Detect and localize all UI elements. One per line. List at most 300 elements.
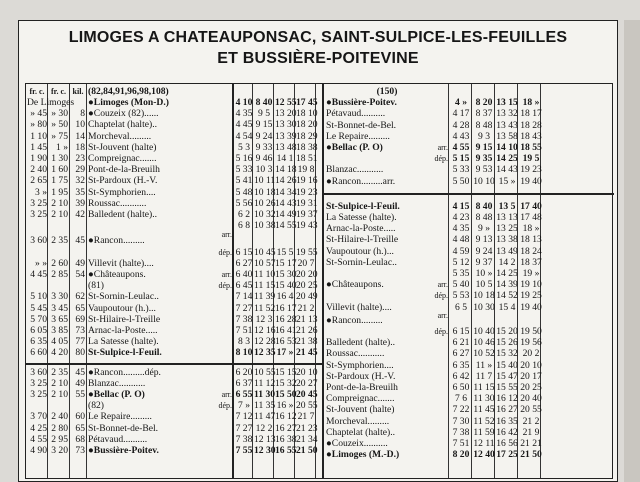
time-cell: 18 20	[296, 119, 318, 131]
time-cell: 11 30	[473, 393, 495, 405]
time-cell: 18 51	[296, 153, 318, 164]
time-cell: 10 5	[475, 279, 493, 291]
time-cell: 20 40	[520, 393, 542, 405]
time-cell: 18 38	[296, 141, 318, 153]
fare-1st: 3 60	[30, 235, 47, 247]
time-cell: 12 35	[254, 347, 276, 359]
table-row	[26, 234, 614, 245]
km: 45	[75, 235, 85, 247]
station-name: St-Jouvent (halte)	[88, 141, 157, 153]
fare-2nd: 2 10	[51, 197, 68, 209]
time-cell: 6 15	[235, 246, 253, 258]
time-cell: 5 15	[452, 153, 470, 165]
time-cell: 4 43	[452, 130, 470, 142]
time-cell: 4 59	[452, 245, 470, 257]
time-cell: 12 13	[254, 433, 276, 445]
time-cell: 20 55	[296, 400, 318, 412]
km: 10	[75, 119, 85, 131]
time-cell: 10 52	[473, 348, 495, 360]
time-cell: 9 5	[258, 108, 270, 120]
time-cell: 19 8	[297, 164, 315, 176]
fare-1st: » »	[35, 257, 47, 269]
table-row	[26, 290, 614, 301]
time-cell: 14 43	[496, 164, 518, 176]
fare-1st: 5 70	[30, 313, 47, 325]
fare-1st: 3 25	[30, 209, 47, 220]
fare-1st: 3 25	[30, 377, 47, 389]
fare-2nd: 1 »	[56, 141, 68, 153]
time-cell: 5 33	[452, 164, 470, 176]
time-cell: 15 15	[275, 366, 297, 378]
time-cell: 16 12	[275, 411, 297, 423]
fare-1st: 3 70	[30, 411, 47, 423]
fare-1st: 4 45	[30, 269, 47, 280]
station-name: (82)	[88, 400, 104, 412]
time-cell: 4 55	[452, 142, 470, 153]
table-row	[26, 153, 614, 164]
time-cell: 9 13	[475, 234, 493, 246]
fare-2nd: 2 85	[51, 269, 68, 280]
time-cell: 11 47	[254, 411, 276, 423]
header-connections: (150)	[376, 86, 398, 97]
fare-2nd: 3 85	[51, 325, 68, 336]
arrival-label: arr.	[437, 310, 448, 320]
fare-1st: 6 60	[30, 347, 47, 359]
time-cell: 10 18	[473, 290, 495, 302]
station-name: Roussac...........	[88, 197, 147, 209]
station-name: Le Repaire.........	[326, 130, 390, 142]
table-row	[26, 257, 614, 268]
time-cell: 15 17	[275, 257, 297, 269]
table-row	[26, 201, 614, 212]
table-row	[26, 449, 614, 460]
time-cell: 15 26	[496, 337, 518, 349]
km: 14	[75, 130, 85, 142]
departure-label: dép.	[434, 327, 448, 336]
time-cell: 14 55	[275, 220, 297, 232]
time-cell: 6 42	[452, 370, 470, 382]
time-cell: 11 »	[475, 359, 493, 371]
time-cell: 10 40	[473, 326, 495, 337]
time-cell: 11 30	[254, 389, 276, 400]
time-cell: 9 15	[255, 119, 273, 131]
time-cell: 15 32	[275, 377, 297, 389]
table-row	[26, 438, 614, 449]
km: 73	[75, 325, 85, 336]
time-cell: 17 40	[520, 200, 542, 212]
time-cell: 20 20	[296, 269, 318, 280]
km: 18	[75, 141, 85, 153]
time-cell: 9 24	[475, 245, 493, 257]
time-cell: 5 3	[238, 141, 250, 153]
time-cell: 20 10	[296, 366, 318, 378]
km: 45	[75, 366, 85, 378]
time-cell: 21 23	[296, 422, 318, 434]
station-name: La Satesse (halte).	[88, 336, 159, 348]
time-cell: 20 49	[296, 291, 318, 303]
table-row	[26, 120, 614, 131]
time-cell: 21 26	[296, 325, 318, 336]
time-cell: 10 3	[255, 164, 273, 176]
time-cell: 6 15	[452, 326, 470, 337]
km: 77	[75, 336, 85, 348]
fare-2nd: 1 60	[51, 164, 68, 176]
time-cell: 16 41	[275, 325, 297, 336]
time-cell: 17 45	[296, 97, 318, 108]
time-cell: 6 37	[235, 377, 253, 389]
table-row	[26, 246, 614, 257]
time-cell: 14 52	[496, 290, 518, 302]
time-cell: 7 27	[235, 422, 253, 434]
time-cell: 18 13	[520, 234, 542, 246]
time-cell: 18 37	[520, 256, 542, 268]
time-cell: 19 50	[520, 326, 542, 337]
fare-2nd: 2 40	[51, 411, 68, 423]
timetable-title	[19, 27, 617, 69]
time-cell: 4 »	[455, 97, 467, 109]
time-cell: 6 8	[238, 220, 250, 232]
station-name: Balledent (halte)..	[326, 337, 395, 349]
time-cell: 11 7	[475, 370, 493, 382]
time-cell: 19 25	[520, 290, 542, 302]
station-name: ●Bussière-Poitev.	[326, 97, 397, 109]
fare-2nd: 3 45	[51, 302, 68, 314]
time-cell: 20 45	[296, 389, 318, 400]
table-row	[26, 131, 614, 142]
time-cell: 15 50	[275, 389, 297, 400]
station-name: ●Couzeix (82)......	[88, 108, 159, 120]
table-row	[26, 416, 614, 427]
time-cell: 11 52	[473, 415, 495, 427]
time-cell: 16 17	[275, 302, 297, 314]
time-cell: 10 38	[254, 220, 276, 232]
time-cell: 15 4	[498, 301, 516, 313]
time-cell: 5 48	[235, 186, 253, 198]
time-cell: 6 50	[452, 382, 470, 393]
time-cell: 15 47	[496, 370, 518, 382]
time-cell: 19 40	[520, 175, 542, 187]
time-cell: 9 24	[255, 130, 273, 142]
time-cell: 19 43	[296, 220, 318, 232]
station-name: St-Hilaire-l-Treille	[88, 313, 161, 325]
table-row	[26, 108, 614, 119]
table-row	[26, 310, 614, 326]
table-row	[26, 371, 614, 382]
station-name: ●Rancon.........	[326, 314, 383, 326]
time-cell: 15 40	[496, 359, 518, 371]
time-cell: 11 35	[254, 400, 276, 412]
time-cell: 18 28	[520, 119, 542, 131]
fare-2nd: 2 10	[51, 209, 68, 220]
time-cell: 14 26	[275, 175, 297, 187]
km: 65	[75, 302, 85, 314]
time-cell: 20 25	[520, 382, 542, 393]
fare-1st: 5 45	[30, 302, 47, 314]
time-cell: 7 22	[452, 404, 470, 416]
station-name: St-Sulpice-l-Feuil.	[88, 347, 162, 359]
station-name: Arnac-la-Poste.....	[88, 325, 158, 336]
time-cell: 21 9	[522, 426, 540, 438]
time-cell: 13 39	[275, 130, 297, 142]
station-name: Compreignac.......	[88, 153, 157, 164]
fare-2nd: 4 20	[51, 347, 68, 359]
time-cell: 7 38	[235, 313, 253, 325]
km: 35	[75, 186, 85, 198]
title-line-1: LIMOGES A CHATEAUPONSAC, SAINT-SULPICE-LES-FEUILLES	[68, 29, 568, 46]
time-cell: 10 57	[254, 257, 276, 269]
time-cell: 15 40	[275, 280, 297, 292]
time-cell: 18 29	[296, 130, 318, 142]
time-cell: 20 17	[520, 370, 542, 382]
time-cell: 20 55	[520, 404, 542, 416]
time-cell: 19 40	[520, 301, 542, 313]
fare-1st: 3 25	[30, 389, 47, 400]
table-row	[26, 348, 614, 359]
station-name: Pétavaud..........	[88, 433, 148, 445]
time-cell: 10 18	[254, 186, 276, 198]
time-cell: 13 30	[275, 119, 297, 131]
time-cell: 7 6	[455, 393, 467, 405]
table-row	[26, 97, 614, 108]
fare-1st: 2 65	[30, 175, 47, 187]
km: 8	[80, 108, 85, 120]
table-row	[26, 427, 614, 438]
time-cell: 16 »	[276, 400, 294, 412]
station-name: St-Symphorien....	[88, 186, 156, 198]
time-cell: 4 23	[452, 212, 470, 223]
station-name: Blanzac...........	[326, 164, 384, 176]
fare-2nd: 3 30	[51, 291, 68, 303]
time-cell: 19 37	[296, 209, 318, 220]
time-cell: 7 38	[235, 433, 253, 445]
km: 49	[75, 257, 85, 269]
time-cell: 6 27	[452, 348, 470, 360]
time-cell: 13 38	[496, 234, 518, 246]
time-cell: 19 10	[520, 279, 542, 291]
km: 55	[75, 389, 85, 400]
table-row	[26, 223, 614, 234]
km: 29	[75, 164, 85, 176]
header-km: kil.	[72, 87, 84, 96]
time-cell: 17 25	[496, 449, 518, 461]
page-edge	[624, 20, 640, 482]
row-rule	[322, 193, 614, 195]
time-cell: 21 21	[520, 438, 542, 449]
time-cell: 12 28	[254, 336, 276, 348]
title-line-2: ET BUSSIÈRE-POITEVINE	[217, 50, 419, 67]
time-cell: 4 10	[235, 97, 253, 108]
fare-2nd: 2 80	[51, 422, 68, 434]
fare-1st: 1 45	[30, 141, 47, 153]
time-cell: 14 25	[496, 268, 518, 279]
time-cell: 5 53	[452, 290, 470, 302]
fare-1st: 5 10	[30, 291, 47, 303]
time-cell: 19 16	[296, 175, 318, 187]
time-cell: 7 38	[452, 426, 470, 438]
station-name: St-Sornin-Leulac..	[88, 291, 159, 303]
time-cell: 5 33	[235, 164, 253, 176]
fare-1st: De Limoges	[27, 97, 75, 108]
time-cell: 14 2	[498, 256, 516, 268]
table-row	[26, 164, 614, 175]
time-cell: 4 17	[452, 108, 470, 120]
time-cell: 5 40	[452, 279, 470, 291]
time-cell: 21 13	[296, 313, 318, 325]
time-cell: 17 48	[520, 212, 542, 223]
station-name: ●Châteaupons.	[326, 279, 384, 291]
station-name: ●Limoges (Mon-D.)	[88, 97, 169, 108]
time-cell: 6 35	[452, 359, 470, 371]
time-cell: 16 38	[275, 433, 297, 445]
timetable-sheet	[18, 20, 618, 482]
time-cell: 14 34	[275, 186, 297, 198]
km: 68	[75, 433, 85, 445]
station-name: Villevit (halte)....	[326, 301, 392, 313]
fare-2nd: 1 30	[51, 153, 68, 164]
time-cell: 7 14	[235, 291, 253, 303]
fare-2nd: 2 95	[51, 433, 68, 445]
time-cell: 16 27	[275, 422, 297, 434]
fare-2nd: 3 20	[51, 445, 68, 456]
time-cell: 16 42	[496, 426, 518, 438]
station-name: St-Bonnet-de-Bel.	[88, 422, 159, 434]
time-cell: 19 31	[296, 197, 318, 209]
table-row	[26, 393, 614, 404]
departure-label: dép.	[434, 154, 448, 164]
table-row	[26, 326, 614, 337]
time-cell: 20 25	[296, 280, 318, 292]
time-cell: 14 25	[496, 153, 518, 165]
arrival-label: arr.	[221, 230, 232, 240]
station-name: Le Repaire.........	[88, 411, 152, 423]
time-cell: 21 7	[297, 411, 315, 423]
station-name: St-Sulpice-l-Feuil.	[326, 200, 400, 212]
departure-label: dép.	[218, 281, 232, 291]
time-cell: 10 55	[254, 366, 276, 378]
time-cell: 20 2	[522, 348, 540, 360]
station-name: St-Pardoux (H.-V.	[326, 370, 396, 382]
station-name: St-Pardoux (H.-V.	[88, 175, 158, 187]
station-name: ●Bellac (P. O)	[88, 389, 145, 400]
time-cell: 8 48	[475, 212, 493, 223]
km: 23	[75, 153, 85, 164]
header-fare-1: fr. c.	[29, 87, 45, 96]
table-row	[26, 187, 322, 198]
time-cell: 13 58	[496, 130, 518, 142]
station-name: La Satesse (halte).	[326, 212, 397, 223]
arrival-label: arr.	[437, 143, 448, 152]
station-name: St-Sornin-Leulac..	[326, 256, 397, 268]
time-cell: 18 17	[520, 108, 542, 120]
time-cell: 5 35	[452, 268, 470, 279]
time-cell: 9 53	[475, 164, 493, 176]
departure-label: dép.	[218, 247, 232, 257]
fare-1st: 3 60	[30, 366, 47, 378]
time-cell: 12 40	[473, 449, 495, 461]
time-cell: 19 5	[522, 153, 540, 165]
time-cell: 19 55	[296, 246, 318, 258]
time-cell: 7 51	[452, 438, 470, 449]
table-row	[26, 382, 614, 393]
km: 73	[75, 445, 85, 456]
right-header-row	[26, 86, 614, 97]
fare-1st: » 80	[30, 119, 47, 131]
arrival-label: arr.	[221, 390, 232, 399]
time-cell: 16 12	[496, 393, 518, 405]
time-cell: 12 3	[255, 313, 273, 325]
time-cell: 4 45	[235, 119, 253, 131]
time-cell: 6 45	[235, 280, 253, 292]
time-cell: 14 39	[496, 279, 518, 291]
time-cell: 9 15	[475, 142, 493, 153]
time-cell: 20 27	[296, 377, 318, 389]
station-name: Arnac-la-Poste.....	[326, 223, 396, 235]
fare-2nd: 3 65	[51, 313, 68, 325]
time-cell: 6 2	[238, 209, 250, 220]
time-cell: 18 55	[520, 142, 542, 153]
table-row	[26, 212, 614, 223]
time-cell: 4 35	[452, 223, 470, 235]
station-name: Blanzac...........	[88, 377, 146, 389]
fare-2nd: 1 75	[51, 175, 68, 187]
time-cell: 13 13	[496, 212, 518, 223]
fare-1st: 1 90	[30, 153, 47, 164]
time-cell: 10 45	[254, 246, 276, 258]
station-name: Roussac...........	[326, 348, 385, 360]
time-cell: 12 16	[254, 325, 276, 336]
time-cell: 11 12	[254, 377, 276, 389]
time-cell: 10 30	[473, 301, 495, 313]
time-cell: 8 40	[255, 97, 273, 108]
km: 69	[75, 313, 85, 325]
time-cell: 4 28	[452, 119, 470, 131]
time-cell: 6 20	[235, 366, 253, 378]
time-cell: 19 23	[520, 164, 542, 176]
time-cell: 9 37	[475, 256, 493, 268]
time-cell: 18 »	[522, 223, 540, 235]
station-name: Compreignac.......	[326, 393, 395, 405]
time-cell: 7 51	[235, 325, 253, 336]
timetable-table	[25, 83, 613, 479]
time-cell: 7 12	[235, 411, 253, 423]
fare-2nd: 2 35	[51, 235, 68, 247]
time-cell: 11 52	[254, 302, 276, 314]
station-name: Vaupoutour (h.)...	[326, 245, 394, 257]
time-cell: 21 38	[296, 336, 318, 348]
time-cell: 7 27	[235, 302, 253, 314]
time-cell: 13 20	[275, 108, 297, 120]
fare-2nd: 4 05	[51, 336, 68, 348]
station-name: St-Jouvent (halte)	[326, 404, 395, 416]
time-cell: 11 10	[254, 269, 276, 280]
time-cell: 12 11	[473, 438, 495, 449]
time-cell: 21 2	[522, 415, 540, 427]
time-cell: 9 46	[255, 153, 273, 164]
fare-1st: 4 25	[30, 422, 47, 434]
time-cell: 9 35	[475, 153, 493, 165]
time-cell: 8 10	[235, 347, 253, 359]
fare-2nd: » 75	[51, 130, 68, 142]
time-cell: 10 46	[473, 337, 495, 349]
fare-2nd: » 30	[51, 108, 68, 120]
header-connections: (82,84,91,96,98,108)	[88, 86, 169, 97]
time-cell: 20 7	[297, 257, 315, 269]
station-name: Pétavaud..........	[326, 108, 386, 120]
time-cell: 16 35	[496, 415, 518, 427]
table-row	[26, 176, 614, 187]
time-cell: 21 34	[296, 433, 318, 445]
station-name: Pont-de-la-Breuilh	[88, 164, 160, 176]
